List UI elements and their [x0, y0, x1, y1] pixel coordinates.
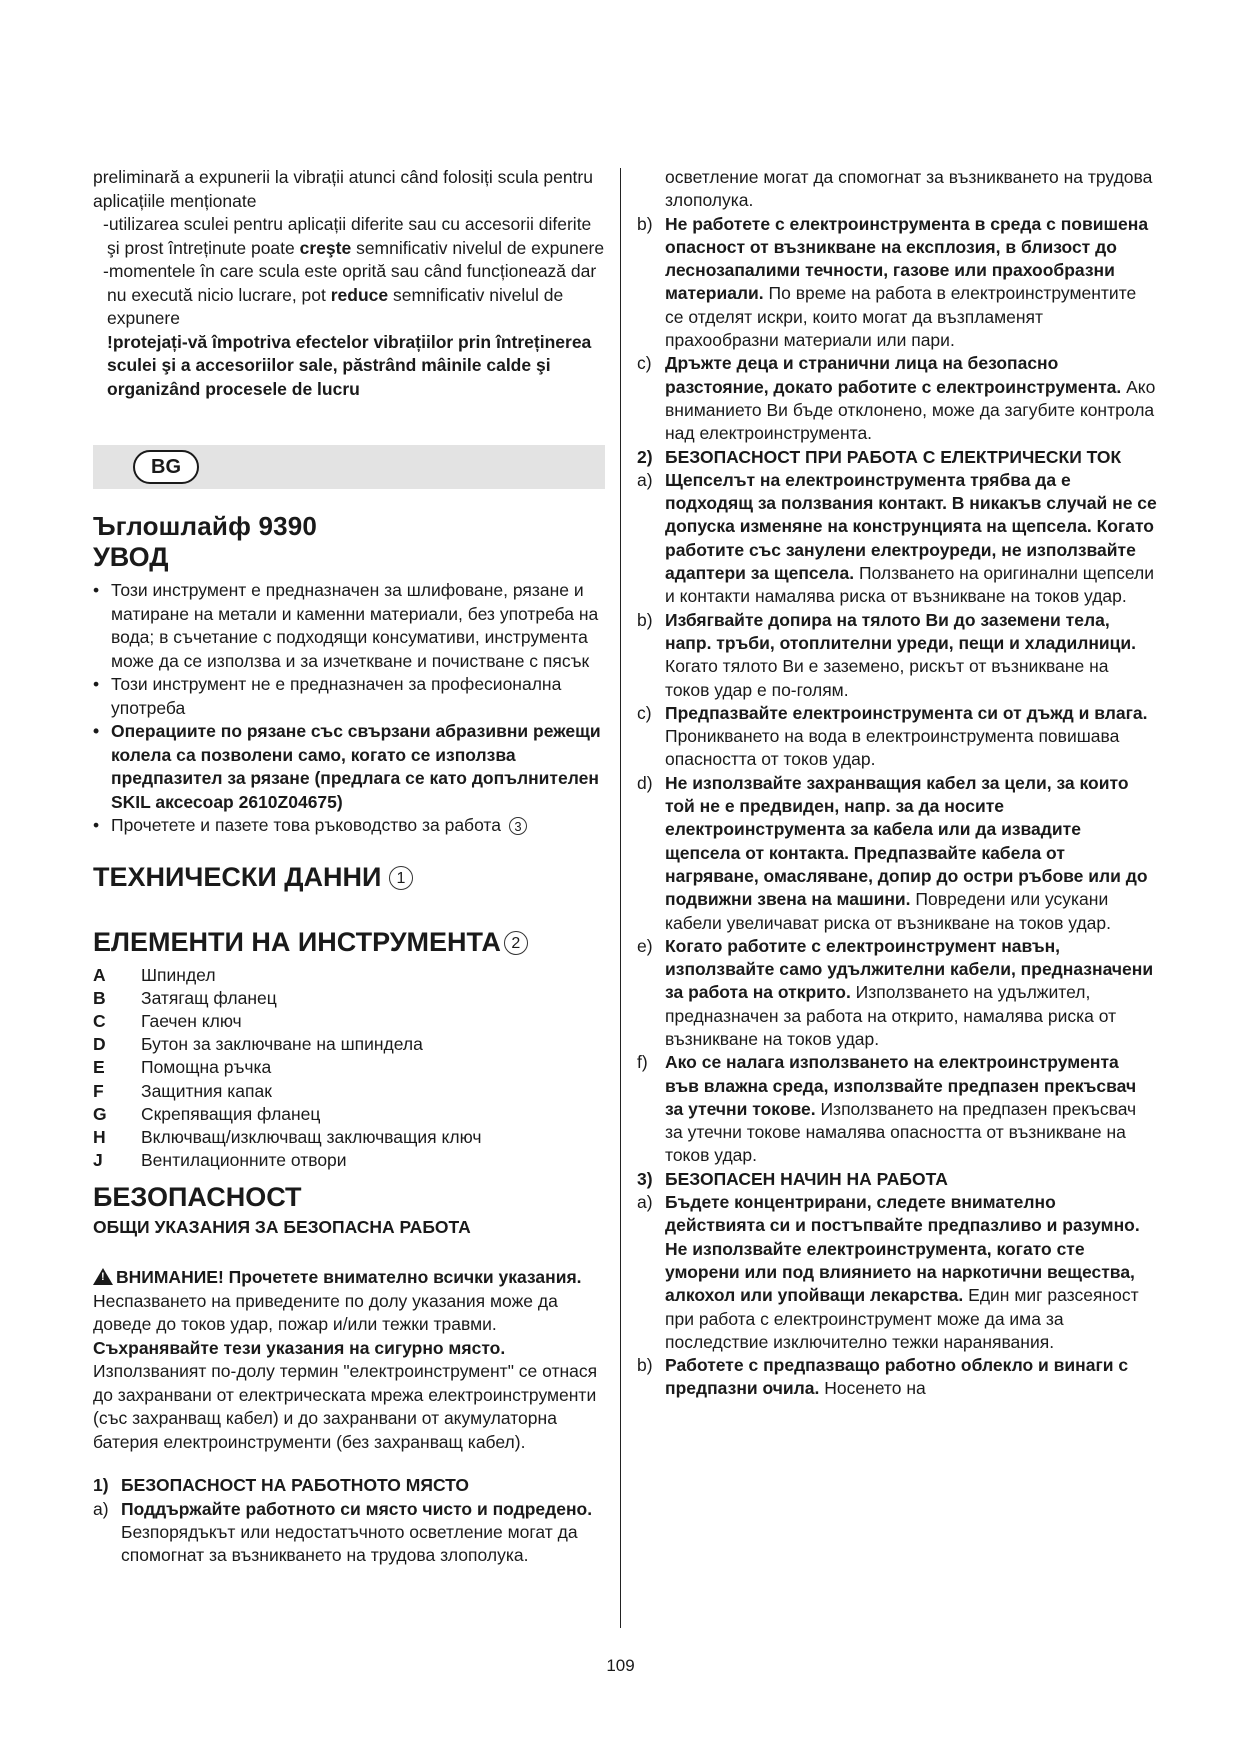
- list-item: b) Работете с предпазващо работно облекло и винаги с предпазни очила. Носенето на: [637, 1355, 1129, 1399]
- list-item: G Скрепяващия фланец: [93, 1103, 321, 1124]
- ro-line: preliminară a expunerii la vibrații atunci când folosiți sculа pentru aplicațiile menționate: [93, 167, 593, 211]
- list-item: e) Когато работите с електроинструмент навън, използвайте само удължителни кабели, предназначени за работа на открито. Използването на удължител, предназначен за работа на открито, намалява риска от възникване на токов удар.: [637, 935, 1154, 1049]
- intro-heading: УВОД: [93, 542, 169, 572]
- list-item: A Шпиндел: [93, 964, 216, 985]
- list-item: b) Не работете с електроинструмента в среда с повишена опасност от възникване на експлозия, в близост до леснозапалими течности, газове или прахообразни материали. По време на работа в електроинструментите се отделят искри, които могат да възпламенят прахообразни материали или пари.: [637, 213, 1149, 351]
- list-item: c) Предпазвайте електроинструмента си от дъжд и влага. Проникването на вода в електроинструмента повишава опасността от токов удар.: [637, 702, 1148, 770]
- figure-ref-icon: 2: [504, 931, 528, 955]
- warning-icon: !: [93, 1268, 113, 1285]
- list-item: d) Не използвайте захранващия кабел за цели, за които той не е предвиден, напр. за да носите електроинструмента за кабела или да извадите щепсела от контакта. Предпазвайте кабела от нагряване, омасляване, допир до остри ръбове или до подвижни звена на машини. Повредени или усукани кабели увеличават риска от възникване на токов удар.: [637, 772, 1148, 933]
- list-item: f) Ако се налага използването на електроинструмента във влажна среда, използвайте предпазен прекъсвач за утечни токове. Използването на предпазен прекъсвач за утечни токове намалява опасността от възникване на токов удар.: [637, 1052, 1137, 1166]
- safety-heading: БЕЗОПАСНОСТ: [93, 1182, 302, 1213]
- list-item: • Операциите по рязане със свързани абразивни режещи колела са позволени само, когато се използва предпазител за рязане (предлага се като допълнителен SKIL аксесоар 2610Z04675): [93, 720, 605, 814]
- language-badge: BG: [133, 450, 199, 484]
- ro-bold-note: !protejați-vă împotriva efectelor vibrațiilor prin întreținerea sculei şi a accesoriilor sale, păstrând mâinile calde şi organizând procesele de lucru: [107, 331, 592, 399]
- list-item: осветление могат да спомогнат за възникването на трудова злополука.: [665, 167, 1153, 211]
- page-number: 109: [606, 1656, 635, 1675]
- safety-subheading: ОБЩИ УКАЗАНИЯ ЗА БЕЗОПАСНА РАБОТА: [93, 1217, 471, 1238]
- ro-dash-item: -momentele în care scula este oprită sau când funcționează dar nu execută nicio lucrare, pot reduce semnificativ nivelul de expunere: [103, 261, 597, 328]
- list-item: C Гаечен ключ: [93, 1010, 242, 1031]
- list-item: B Затягащ фланец: [93, 987, 277, 1008]
- list-item: • Този инструмент е предназначен за шлифоване, рязане и матиране на метали и каменни материали, без употреба на вода; в съчетание с подходящи консумативи, инструмента може да се използва и за изчеткване и почистване с пясък: [93, 579, 605, 673]
- figure-ref-icon: 1: [389, 866, 413, 890]
- list-item: c) Дръжте деца и странични лица на безопасно разстояние, докато работите с електроинструмента. Ако вниманието Ви бъде отклонено, може да загубите контрола над електроинструмента.: [637, 353, 1156, 444]
- ro-dash-item: -utilizarea sculei pentru aplicații diferite sau cu accesorii diferite şi prost întreținute poate creşte semnificativ nivelul de expunere: [103, 214, 605, 258]
- list-item: H Включващ/изключващ заключващия ключ: [93, 1126, 482, 1147]
- language-band: [93, 445, 605, 489]
- figure-ref-icon: 3: [509, 817, 527, 835]
- parts-list: [93, 964, 605, 1173]
- list-item: E Помощна ръчка: [93, 1057, 272, 1078]
- list-item: a) Бъдете концентрирани, следете внимателно действията си и постъпвайте предпазливо и разумно. Не използвайте електроинструмента, когато сте уморени или под влиянието на наркотични вещества, алкохол или упойващи лекарства. Един миг разсеяност при работа с електроинструмент може да има за последствие изключително тежки наранявания.: [637, 1192, 1140, 1352]
- list-item: a) Поддържайте работното си място чисто и подредено. Безпорядъкът или недостатъчното осветление могат да спомогнат за възникването на трудова злополука.: [93, 1498, 593, 1566]
- product-title: Ъглошлайф 9390: [93, 511, 318, 541]
- list-item: D Бутон за заключване на шпиндела: [93, 1034, 423, 1055]
- list-item: a) Щепселът на електроинструмента трябва да е подходящ за ползвания контакт. В никакъв случай не се допуска изменяне на конструнцията на щепсела. Когато работите със занулени електроуреди, не използвайте адаптери за щепсела. Ползването на оригинални щепсели и контакти намалява риска от възникване на токов удар.: [637, 469, 1157, 607]
- tool-elements-heading: ЕЛЕМЕНТИ НА ИНСТРУМЕНТА 2: [93, 927, 605, 958]
- column-divider: [620, 168, 621, 1628]
- section-heading-1: 1) БЕЗОПАСНОСТ НА РАБОТНОТО МЯСТО: [93, 1475, 470, 1496]
- section-heading-2: 2) БЕЗОПАСНОСТ ПРИ РАБОТА С ЕЛЕКТРИЧЕСКИ ТОК: [637, 446, 1122, 467]
- list-item: • Този инструмент не е предназначен за професионална употреба: [93, 673, 605, 720]
- right-column: [637, 166, 1157, 1401]
- list-item: F Защитния капак: [93, 1080, 272, 1101]
- romanian-vibration-block: [93, 166, 605, 401]
- list-item: • Прочетете и пазете това ръководство за работа 3: [93, 814, 605, 838]
- warning-paragraph: ! ВНИМАНИЕ! Прочетете внимателно всички указания. Неспазването на приведените по долу указания може да доведе до токов удар, пожар и/или тежки травми. Съхранявайте тези указания на сигурно място. Използваният по-долу термин "електроинструмент" се отнася до захранвани от електрическата мрежа електроинструменти (със захранващ кабел) и до захранвани от акумулаторна батерия електроинструменти (без захранващ кабел).: [93, 1267, 598, 1452]
- list-item: b) Избягвайте допира на тялото Ви до заземени тела, напр. тръби, отоплителни уреди, пещи и хладилници. Когато тялото Ви е заземено, рискът от възникване на токов удар е по-голям.: [637, 609, 1137, 700]
- tech-data-heading: ТЕХНИЧЕСКИ ДАННИ 1: [93, 862, 605, 893]
- list-item: J Вентилационните отвори: [93, 1150, 347, 1171]
- left-column: [93, 166, 605, 1568]
- intro-bullets: [93, 579, 605, 838]
- section-heading-3: 3) БЕЗОПАСЕН НАЧИН НА РАБОТА: [637, 1168, 948, 1189]
